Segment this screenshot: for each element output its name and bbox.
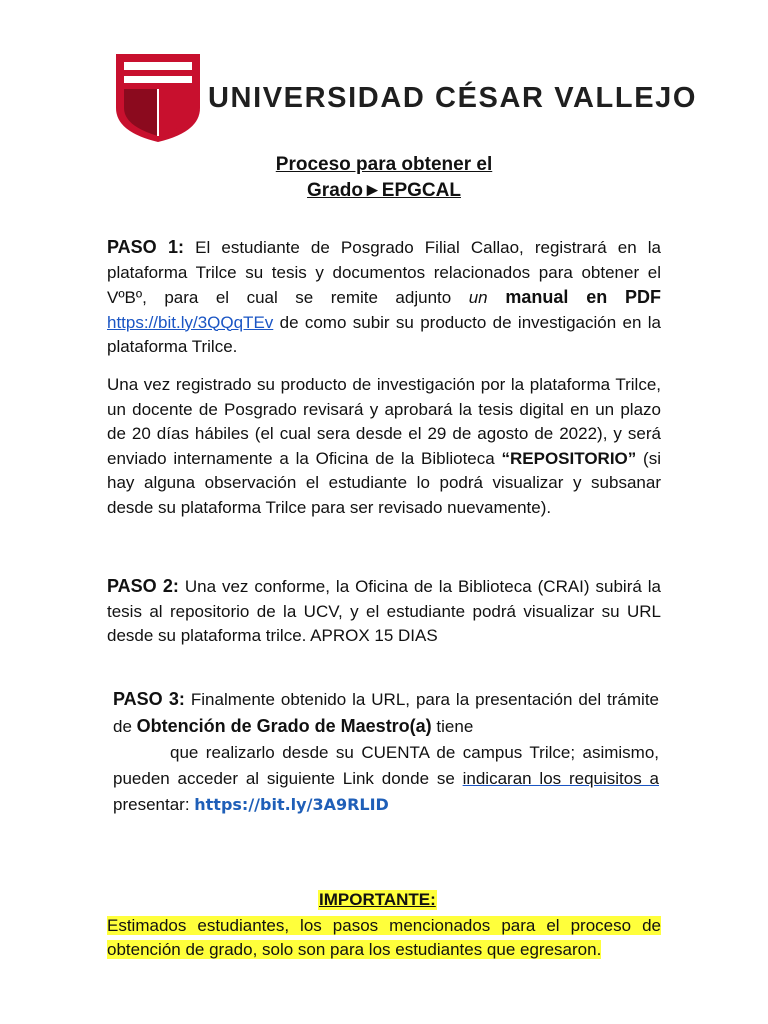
important-title: IMPORTANTE: — [319, 890, 436, 909]
university-name: UNIVERSIDAD CÉSAR VALLEJO — [208, 82, 698, 114]
paso3-text-d: presentar: — [113, 795, 195, 814]
page-title-line2: Grado►EPGCAL — [307, 180, 461, 201]
paso1-text-b: de como subir su producto de investigación en la plataforma Trilce. — [107, 312, 661, 356]
paso3-requisitos: indicaran los requisitos a — [462, 769, 659, 788]
paso3-text-b: tiene — [431, 717, 474, 736]
important-highlight: Estimados estudiantes, los pasos mencionados para el proceso de obtención de grado, solo son para los estudiantes que egresaron. — [107, 916, 661, 959]
paso1-link[interactable]: https://bit.ly/3QQqTEv — [107, 312, 274, 332]
registration-paragraph — [107, 373, 661, 520]
paso1-paragraph — [107, 235, 661, 360]
paso2-paragraph — [107, 574, 661, 649]
repositorio-label: “REPOSITORIO” — [501, 448, 637, 468]
paso1-label: PASO 1: — [107, 237, 185, 257]
paso3-text-a: Finalmente obtenido la URL, para la presentación del trámite de — [113, 690, 659, 736]
page-title-line1: Proceso para obtener el — [275, 154, 493, 175]
paso2-text: Una vez conforme, la Oficina de la Biblioteca (CRAI) subirá la tesis al repositorio de la UCV, y el estudiante podrá visualizar su URL desde su plataforma trilce. APROX 15 DIAS — [107, 577, 661, 645]
important-text — [107, 914, 661, 962]
paso1-text-a: El estudiante de Posgrado Filial Callao, registrará en la plataforma Trilce su tesis y documentos relacionados para obtener el VºBº, para el cual se remite adjunto — [107, 238, 661, 307]
paso3-text-c: que realizarlo desde su CUENTA de campus Trilce; asimismo, pueden acceder al siguiente Link donde se — [113, 743, 659, 788]
paso3-label: PASO 3: — [113, 689, 185, 709]
paragraph2-text-a: Una vez registrado su producto de investigación por la plataforma Trilce, un docente de Posgrado revisará y aprobará la tesis digital en un plazo de 20 días hábiles (el cual sera desde el 29 de agosto de 2022), y será enviado internamente a la Oficina de la Biblioteca — [107, 375, 661, 468]
paso2-label: PASO 2: — [107, 576, 179, 596]
paragraph2-text-b: (si hay alguna observación el estudiante lo podrá visualizar y subsanar desde su plataforma Trilce para ser revisado nuevamente). — [107, 448, 661, 517]
paso1-italic: un — [468, 288, 488, 307]
paso3-link[interactable]: https://bit.ly/3A9RLID — [194, 795, 389, 814]
paso3-grado: Obtención de Grado de Maestro(a) — [136, 716, 432, 736]
university-shield-logo — [114, 50, 202, 144]
paso1-manual: manual en PDF — [487, 287, 661, 307]
paso3-paragraph — [113, 686, 659, 818]
